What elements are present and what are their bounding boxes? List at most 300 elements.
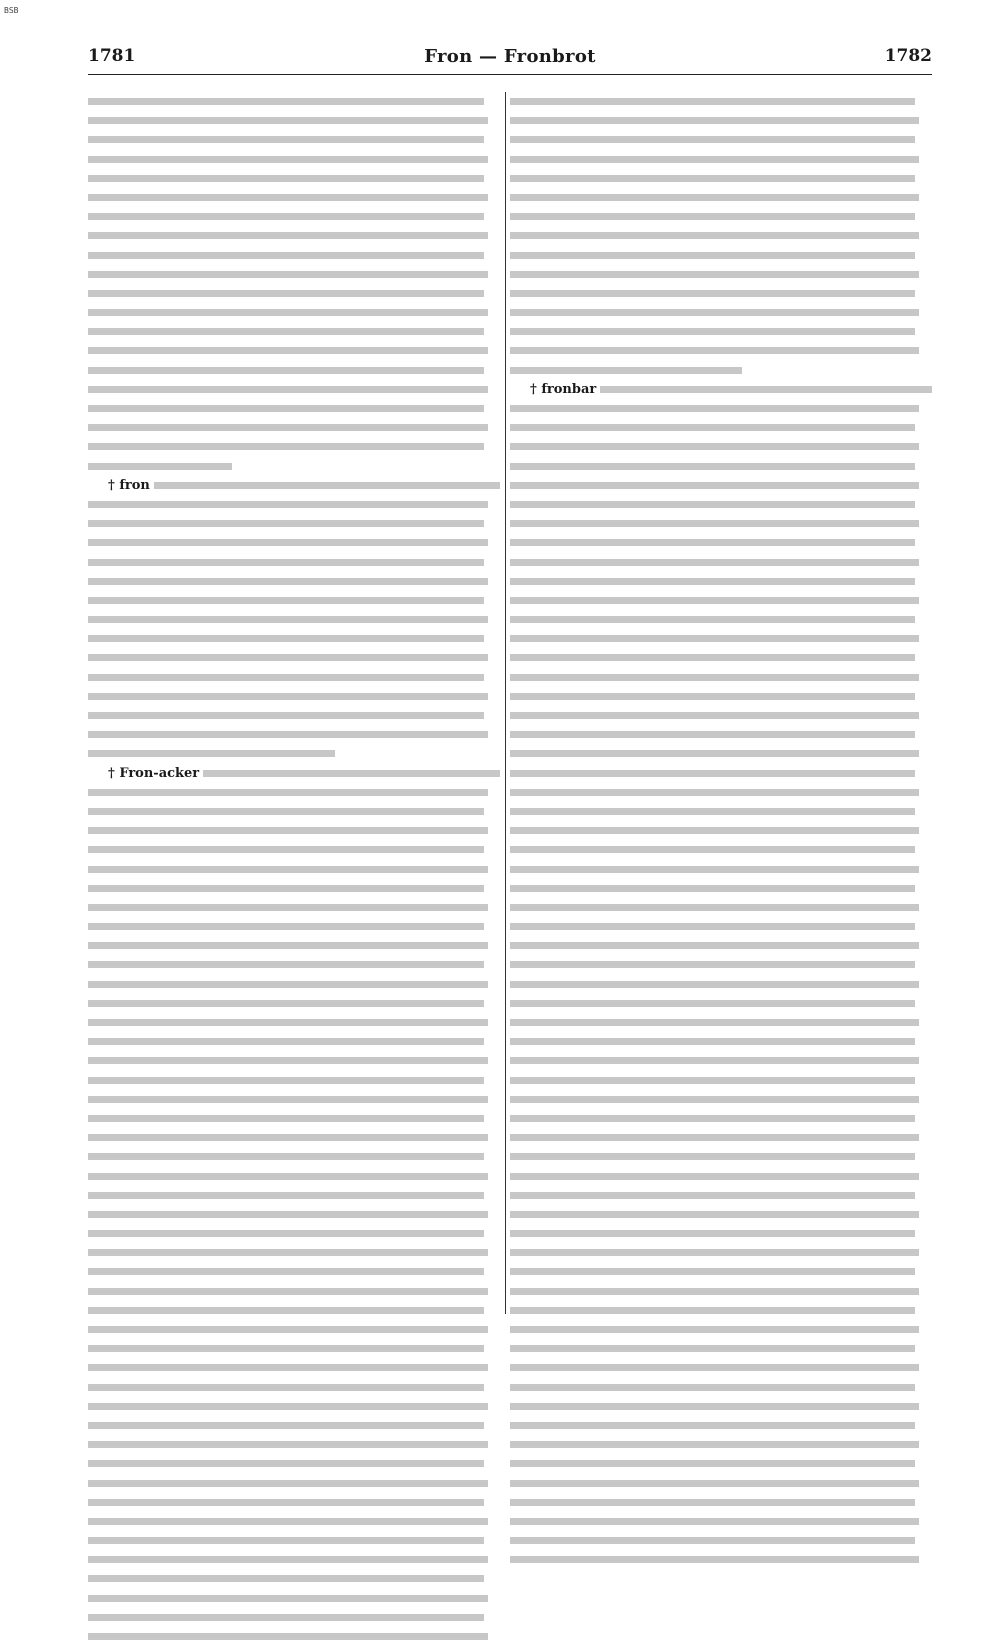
text-line-placeholder (88, 309, 488, 316)
text-line (510, 226, 932, 245)
text-line-placeholder (510, 1000, 915, 1007)
text-line (88, 341, 500, 360)
text-line (510, 399, 932, 418)
text-line-placeholder (510, 1268, 915, 1275)
text-line (88, 1493, 500, 1512)
dictionary-paragraph (510, 380, 932, 1570)
text-line (510, 1262, 932, 1281)
text-line-placeholder (88, 424, 488, 431)
text-line (88, 668, 500, 687)
text-line-placeholder (88, 1364, 488, 1371)
text-line (88, 457, 500, 476)
text-line-placeholder (88, 654, 488, 661)
text-line (88, 975, 500, 994)
text-line (88, 1512, 500, 1531)
entry-headword: † fronbar (530, 382, 600, 397)
text-line-placeholder (88, 1153, 484, 1160)
text-line-placeholder (88, 175, 484, 182)
text-line-placeholder (88, 616, 488, 623)
text-line (88, 1262, 500, 1281)
text-line-placeholder (88, 635, 484, 642)
text-line (510, 1474, 932, 1493)
text-line-placeholder (108, 482, 500, 489)
text-line-placeholder (510, 674, 919, 681)
text-line (88, 284, 500, 303)
text-line-placeholder (510, 117, 919, 124)
text-line (88, 955, 500, 974)
text-line (510, 1454, 932, 1473)
text-line (88, 1358, 500, 1377)
text-line (88, 687, 500, 706)
text-line (510, 572, 932, 591)
text-line-placeholder (88, 386, 488, 393)
text-line-placeholder (88, 156, 488, 163)
text-line (88, 629, 500, 648)
text-line (510, 322, 932, 341)
text-line-placeholder (88, 866, 488, 873)
text-line-placeholder (510, 981, 919, 988)
text-line-placeholder (510, 1364, 919, 1371)
text-line-placeholder (510, 846, 915, 853)
text-line (510, 725, 932, 744)
text-line (88, 1589, 500, 1608)
text-line-placeholder (88, 1000, 484, 1007)
text-line-placeholder (88, 1633, 488, 1640)
text-line-placeholder (88, 539, 488, 546)
text-line (88, 1339, 500, 1358)
text-line-placeholder (510, 693, 915, 700)
text-line-placeholder (88, 405, 484, 412)
text-line-placeholder (510, 1057, 919, 1064)
text-line (88, 1550, 500, 1569)
text-line-placeholder (510, 904, 919, 911)
text-line (88, 821, 500, 840)
text-line-placeholder (510, 866, 919, 873)
text-line (88, 1032, 500, 1051)
text-line (510, 1071, 932, 1090)
text-line-placeholder (88, 846, 484, 853)
text-line-placeholder (88, 693, 488, 700)
text-line (510, 169, 932, 188)
text-line (510, 341, 932, 360)
text-line-placeholder (88, 1115, 484, 1122)
text-line (88, 169, 500, 188)
text-line-placeholder (88, 674, 484, 681)
text-line (88, 802, 500, 821)
text-line-placeholder (88, 1614, 484, 1621)
header-rule (88, 74, 932, 75)
entry-headword: † fron (108, 478, 154, 493)
text-line (88, 265, 500, 284)
text-line (88, 533, 500, 552)
text-line (510, 476, 932, 495)
text-line (88, 879, 500, 898)
text-line-placeholder (88, 1441, 488, 1448)
text-line (510, 1032, 932, 1051)
text-line (88, 936, 500, 955)
text-line-placeholder (88, 712, 484, 719)
text-line (88, 1051, 500, 1070)
text-line (510, 802, 932, 821)
text-line-placeholder (88, 1422, 484, 1429)
text-line (88, 1147, 500, 1166)
text-line (88, 783, 500, 802)
text-line-placeholder (88, 885, 484, 892)
text-line-placeholder (88, 981, 488, 988)
text-line-placeholder (88, 1019, 488, 1026)
right-text-column (510, 92, 932, 1569)
text-line-placeholder (510, 98, 915, 105)
text-line (88, 591, 500, 610)
text-line-placeholder (88, 117, 488, 124)
text-line-placeholder (510, 367, 742, 374)
text-line (510, 418, 932, 437)
text-line (510, 1224, 932, 1243)
text-line (510, 1301, 932, 1320)
text-line-placeholder (88, 1595, 488, 1602)
text-line-placeholder (510, 1153, 915, 1160)
text-line-placeholder (510, 1518, 919, 1525)
text-line-placeholder (510, 1403, 919, 1410)
text-line-placeholder (510, 1077, 915, 1084)
page-title: Fron — Fronbrot (424, 46, 596, 67)
text-line (88, 1243, 500, 1262)
text-line-placeholder (510, 539, 915, 546)
text-line-placeholder (510, 750, 919, 757)
text-line-placeholder (88, 1249, 488, 1256)
text-line (510, 553, 932, 572)
text-line (510, 687, 932, 706)
entry-headword: † Fron-acker (108, 766, 203, 781)
text-line (88, 303, 500, 322)
text-line (510, 821, 932, 840)
text-line-placeholder (510, 328, 915, 335)
text-line (510, 936, 932, 955)
text-line (88, 1205, 500, 1224)
text-line-placeholder (88, 347, 488, 354)
text-line-placeholder (88, 367, 484, 374)
text-line-placeholder (510, 520, 919, 527)
text-line-placeholder (88, 1211, 488, 1218)
text-line (510, 380, 932, 399)
text-line-placeholder (510, 1345, 915, 1352)
text-line (510, 1243, 932, 1262)
text-line-placeholder (88, 1096, 488, 1103)
text-line-placeholder (510, 1211, 919, 1218)
text-line (510, 361, 932, 380)
text-line-placeholder (510, 712, 919, 719)
text-line (88, 1416, 500, 1435)
text-line-placeholder (88, 1057, 488, 1064)
text-line (510, 1320, 932, 1339)
text-line-placeholder (510, 1326, 919, 1333)
text-line (510, 1167, 932, 1186)
text-line (88, 246, 500, 265)
text-line-placeholder (510, 271, 919, 278)
text-line (510, 188, 932, 207)
text-line (510, 246, 932, 265)
text-line-placeholder (510, 559, 919, 566)
text-line (510, 955, 932, 974)
text-line-placeholder (510, 1441, 919, 1448)
text-line-placeholder (88, 808, 484, 815)
text-line-placeholder (510, 923, 915, 930)
text-line (510, 1282, 932, 1301)
text-line-placeholder (510, 1288, 919, 1295)
text-line-placeholder (510, 808, 915, 815)
text-line-placeholder (510, 424, 915, 431)
column-divider (505, 92, 506, 1314)
text-line (510, 130, 932, 149)
text-line-placeholder (510, 252, 915, 259)
text-line-placeholder (510, 578, 915, 585)
text-line-placeholder (510, 1307, 915, 1314)
text-line (510, 860, 932, 879)
text-line (88, 764, 500, 783)
text-line-placeholder (88, 923, 484, 930)
text-line-placeholder (510, 597, 919, 604)
text-line (510, 706, 932, 725)
text-line (510, 303, 932, 322)
text-line (510, 591, 932, 610)
text-line-placeholder (88, 1518, 488, 1525)
text-line (510, 514, 932, 533)
text-line (88, 1090, 500, 1109)
dictionary-paragraph (88, 476, 500, 764)
text-line-placeholder (510, 232, 919, 239)
text-line-placeholder (510, 156, 919, 163)
text-line (88, 1167, 500, 1186)
text-line (510, 917, 932, 936)
text-line-placeholder (510, 136, 915, 143)
text-line (510, 1109, 932, 1128)
text-line-placeholder (510, 405, 919, 412)
text-line-placeholder (510, 1096, 919, 1103)
text-line-placeholder (510, 789, 919, 796)
text-line-placeholder (88, 328, 484, 335)
left-column-number: 1781 (88, 46, 136, 66)
text-line-placeholder (510, 1038, 915, 1045)
text-line-placeholder (510, 635, 919, 642)
text-line (88, 744, 500, 763)
text-line-placeholder (510, 961, 915, 968)
text-line-placeholder (510, 1480, 919, 1487)
text-line-placeholder (88, 1230, 484, 1237)
text-line (510, 1512, 932, 1531)
text-line (510, 1013, 932, 1032)
text-line (88, 437, 500, 456)
text-line (88, 1397, 500, 1416)
text-line-placeholder (510, 175, 915, 182)
text-line-placeholder (510, 1460, 915, 1467)
text-line-placeholder (88, 750, 335, 757)
text-line (88, 1531, 500, 1550)
text-line-placeholder (88, 463, 232, 470)
text-line (510, 495, 932, 514)
dictionary-paragraph (510, 92, 932, 380)
text-line-placeholder (510, 1192, 915, 1199)
text-line-placeholder (510, 1499, 915, 1506)
text-line (510, 668, 932, 687)
text-line (510, 533, 932, 552)
text-line (510, 1339, 932, 1358)
text-line-placeholder (88, 520, 484, 527)
text-line (510, 457, 932, 476)
text-line (510, 437, 932, 456)
text-line (510, 1416, 932, 1435)
text-line (510, 648, 932, 667)
text-line (510, 1147, 932, 1166)
text-line-placeholder (510, 194, 919, 201)
text-line (510, 265, 932, 284)
text-line-placeholder (88, 213, 484, 220)
text-line (510, 1378, 932, 1397)
text-line (510, 975, 932, 994)
text-line-placeholder (88, 1077, 484, 1084)
text-line-placeholder (510, 290, 915, 297)
text-line-placeholder (88, 961, 484, 968)
text-line-placeholder (510, 885, 915, 892)
text-line (88, 130, 500, 149)
text-line (510, 994, 932, 1013)
text-line-placeholder (88, 904, 488, 911)
text-line-placeholder (88, 1556, 488, 1563)
text-line (88, 1608, 500, 1627)
text-line (88, 860, 500, 879)
text-line (88, 1454, 500, 1473)
text-line-placeholder (88, 501, 488, 508)
text-line (88, 706, 500, 725)
text-line (88, 1474, 500, 1493)
text-line (88, 188, 500, 207)
text-line-placeholder (510, 1422, 915, 1429)
text-line-placeholder (510, 463, 915, 470)
text-line (88, 1627, 500, 1646)
page-header (88, 46, 932, 76)
text-line-placeholder (88, 942, 488, 949)
dictionary-paragraph (88, 764, 500, 1646)
text-line-placeholder (88, 232, 488, 239)
text-line (88, 514, 500, 533)
text-line (88, 1071, 500, 1090)
text-line (88, 1301, 500, 1320)
text-line-placeholder (88, 1460, 484, 1467)
text-line (510, 111, 932, 130)
text-line-placeholder (510, 827, 919, 834)
text-line (88, 226, 500, 245)
text-line-placeholder (510, 1537, 915, 1544)
text-line-placeholder (88, 1575, 484, 1582)
text-line (88, 917, 500, 936)
text-line (510, 1186, 932, 1205)
text-line-placeholder (88, 1307, 484, 1314)
text-line-placeholder (88, 443, 484, 450)
text-line (510, 1531, 932, 1550)
text-line-placeholder (510, 1556, 919, 1563)
text-line-placeholder (510, 1115, 915, 1122)
text-line-placeholder (510, 1173, 919, 1180)
text-line-placeholder (88, 98, 484, 105)
text-line (88, 994, 500, 1013)
text-line-placeholder (510, 1384, 915, 1391)
text-line (88, 1013, 500, 1032)
text-line-placeholder (510, 616, 915, 623)
text-line-placeholder (510, 482, 919, 489)
text-line-placeholder (88, 1480, 488, 1487)
text-line-placeholder (88, 1403, 488, 1410)
dictionary-paragraph (88, 92, 500, 476)
text-line-placeholder (510, 770, 915, 777)
text-line (510, 1090, 932, 1109)
text-line (88, 1224, 500, 1243)
text-line-placeholder (88, 1326, 488, 1333)
text-line-placeholder (510, 942, 919, 949)
text-line (88, 648, 500, 667)
text-line (88, 898, 500, 917)
text-line (510, 764, 932, 783)
text-line (510, 1435, 932, 1454)
text-line (88, 322, 500, 341)
text-line (510, 1358, 932, 1377)
text-line (510, 1051, 932, 1070)
text-line-placeholder (510, 309, 919, 316)
text-line-placeholder (88, 194, 488, 201)
text-line-placeholder (88, 1268, 484, 1275)
text-line-placeholder (88, 1134, 488, 1141)
text-line (510, 744, 932, 763)
text-line-placeholder (510, 213, 915, 220)
text-line (510, 879, 932, 898)
text-line (88, 476, 500, 495)
text-line (88, 361, 500, 380)
text-line-placeholder (88, 1499, 484, 1506)
text-line-placeholder (88, 1173, 488, 1180)
text-line-placeholder (88, 1192, 484, 1199)
text-line (88, 418, 500, 437)
text-line (510, 1205, 932, 1224)
text-line (88, 1320, 500, 1339)
text-line (510, 783, 932, 802)
text-line (510, 1397, 932, 1416)
text-line (510, 1550, 932, 1569)
text-line-placeholder (510, 443, 919, 450)
text-line-placeholder (88, 1384, 484, 1391)
text-line (88, 495, 500, 514)
text-line (510, 1128, 932, 1147)
text-line (510, 92, 932, 111)
text-line-placeholder (88, 597, 484, 604)
text-line (88, 1569, 500, 1588)
text-line-placeholder (88, 1345, 484, 1352)
text-line (88, 150, 500, 169)
text-line-placeholder (88, 271, 488, 278)
text-line (88, 1186, 500, 1205)
text-line-placeholder (510, 1019, 919, 1026)
text-line (510, 284, 932, 303)
text-line (88, 1109, 500, 1128)
text-line (88, 725, 500, 744)
text-line (510, 207, 932, 226)
text-line-placeholder (88, 1038, 484, 1045)
text-line (88, 380, 500, 399)
text-line-placeholder (510, 1249, 919, 1256)
text-line-placeholder (88, 1537, 484, 1544)
left-text-column (88, 92, 500, 1646)
text-line-placeholder (88, 1288, 488, 1295)
text-line (88, 92, 500, 111)
text-line (88, 1435, 500, 1454)
text-line (88, 207, 500, 226)
